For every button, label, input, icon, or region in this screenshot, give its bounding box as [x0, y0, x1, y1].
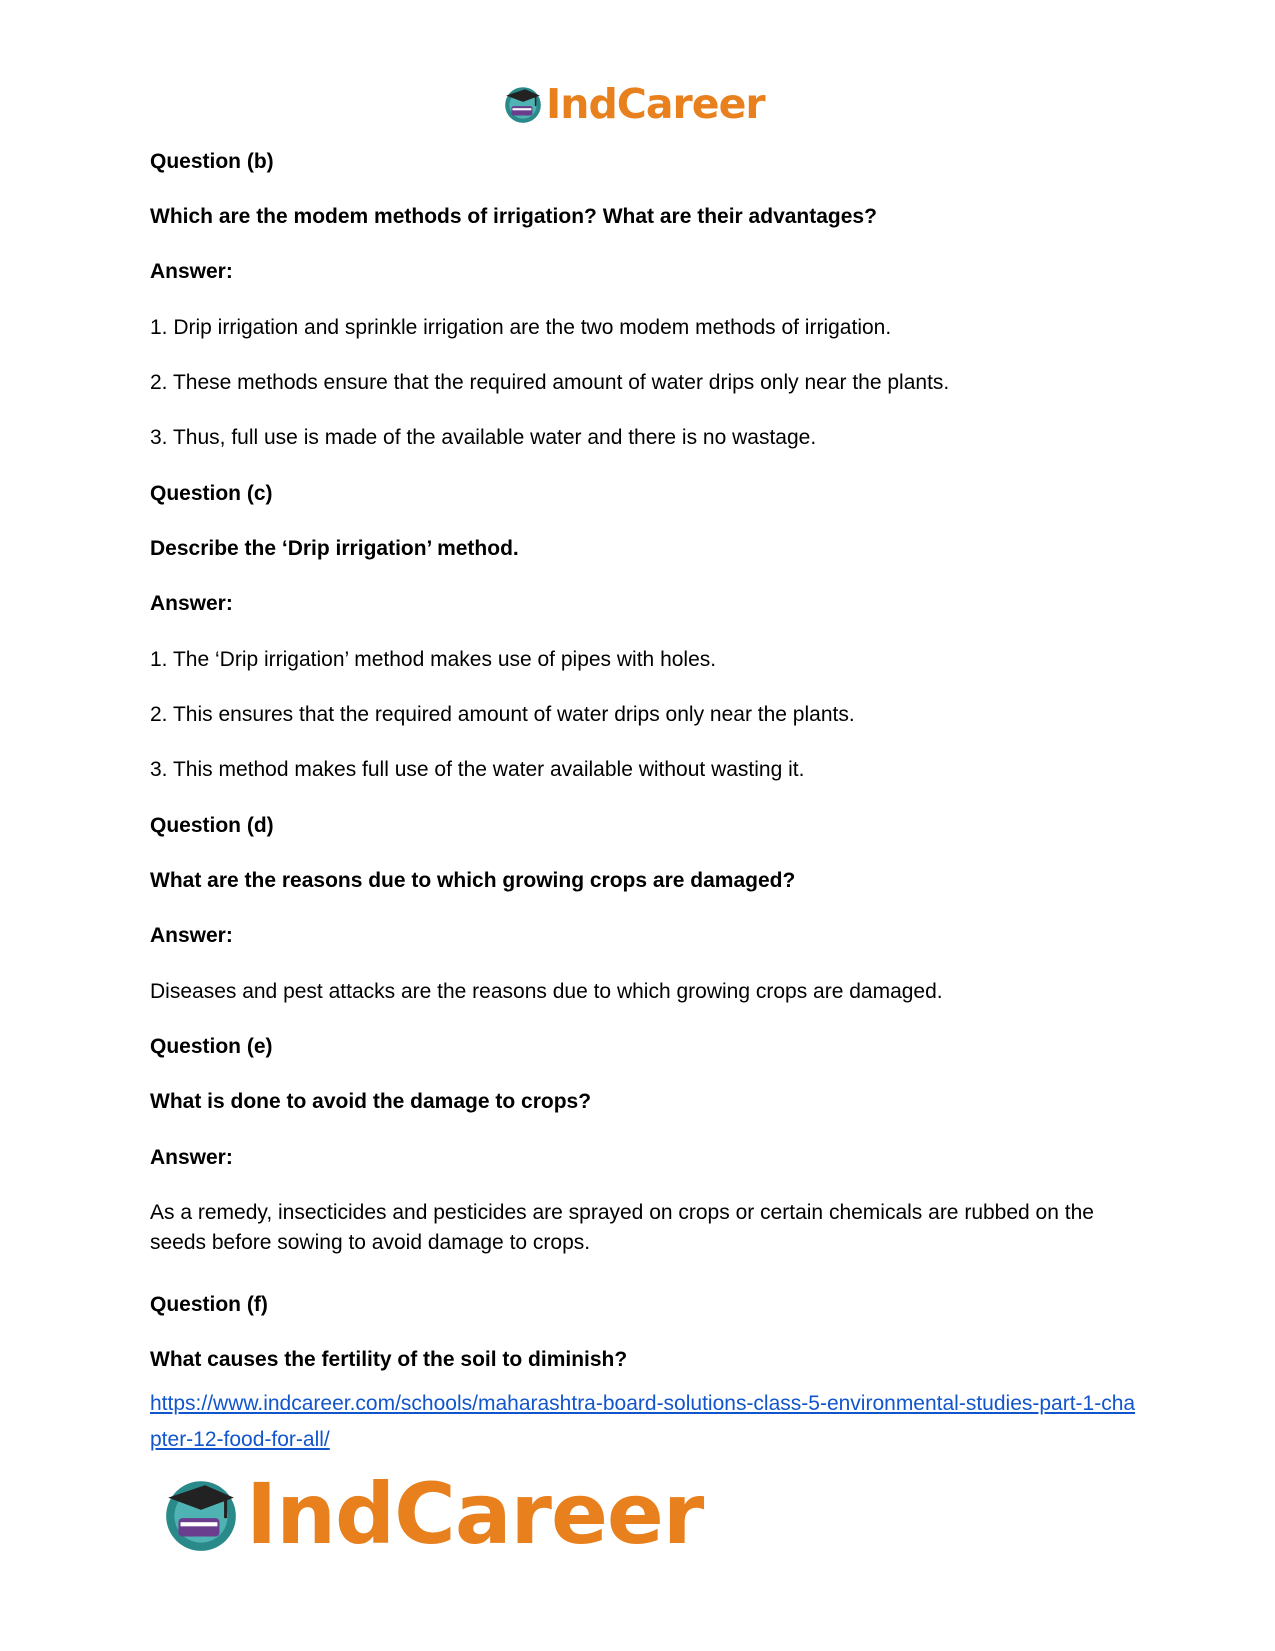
question-text: Describe the ‘Drip irrigation’ method. [150, 537, 519, 560]
answer-text: As a remedy, insecticides and pesticides are sprayed on crops or certain chemicals are rubbed on the seeds before sowing to avoid damage to crops. [150, 1201, 1094, 1254]
question-label: Question (f) [150, 1293, 268, 1316]
answer-text: 2. This ensures that the required amount of water drips only near the plants. [150, 703, 855, 726]
header-logo [502, 79, 765, 128]
answer-text: 1. Drip irrigation and sprinkle irrigation are the two modem methods of irrigation. [150, 316, 892, 339]
question-text: Which are the modem methods of irrigation? What are their advantages? [150, 205, 877, 228]
question-label: Question (b) [150, 150, 274, 173]
answer-text: Diseases and pest attacks are the reasons due to which growing crops are damaged. [150, 980, 943, 1003]
answer-label: Answer: [150, 1146, 233, 1169]
brand-name: IndCareer [546, 79, 765, 128]
footer-logo [160, 1465, 704, 1563]
brand-name: IndCareer [246, 1465, 704, 1563]
answer-text: 1. The ‘Drip irrigation’ method makes use of pipes with holes. [150, 648, 717, 671]
question-text: What are the reasons due to which growing crops are damaged? [150, 869, 796, 892]
question-text: What is done to avoid the damage to crops? [150, 1090, 592, 1113]
graduation-cap-icon [502, 83, 544, 125]
answer-text: 3. Thus, full use is made of the available water and there is no wastage. [150, 426, 817, 449]
footer-link-container [150, 1386, 1140, 1458]
question-label: Question (c) [150, 482, 273, 505]
question-label: Question (d) [150, 814, 274, 837]
answer-text: 2. These methods ensure that the required amount of water drips only near the plants. [150, 371, 950, 394]
graduation-cap-icon [160, 1473, 242, 1555]
question-text: What causes the fertility of the soil to diminish? [150, 1348, 628, 1371]
answer-label: Answer: [150, 592, 233, 615]
answer-label: Answer: [150, 924, 233, 947]
question-label: Question (e) [150, 1035, 273, 1058]
footer-link[interactable]: https://www.indcareer.com/schools/maharashtra-board-solutions-class-5-environmental-studies-part-1-chapter-12-food-for-all/ [150, 1392, 1136, 1451]
answer-label: Answer: [150, 260, 233, 283]
answer-text: 3. This method makes full use of the water available without wasting it. [150, 758, 805, 781]
